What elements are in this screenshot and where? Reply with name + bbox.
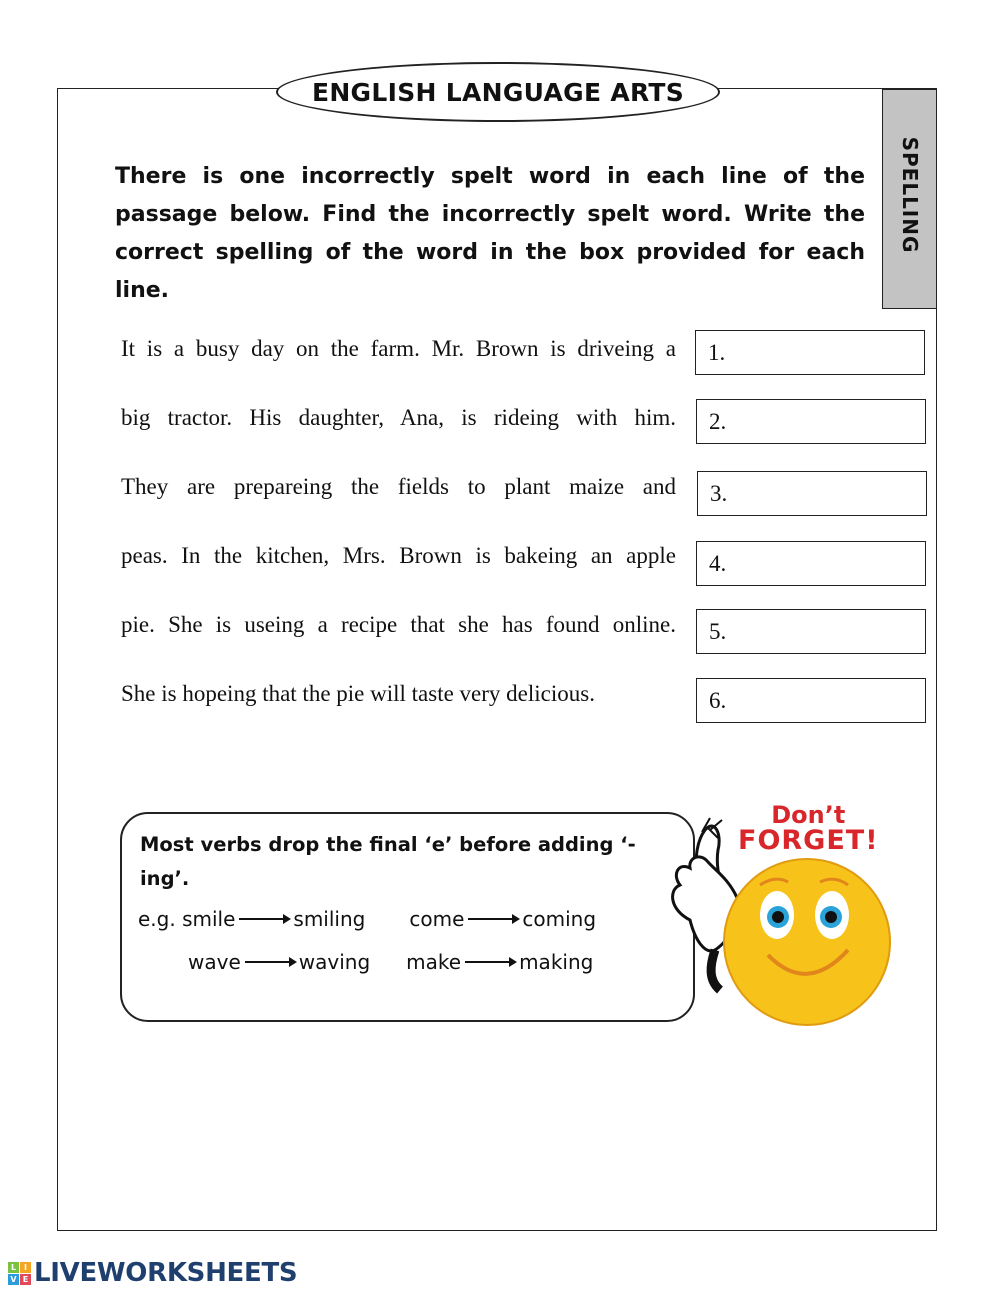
- answer-number: 2.: [709, 408, 727, 434]
- example-ing-word: smiling: [293, 907, 366, 931]
- reminder-line-1: Don’t: [771, 801, 846, 829]
- brand-logo[interactable]: [8, 1258, 297, 1288]
- brand-name: LIVEWORKSHEETS: [34, 1258, 298, 1288]
- example-row-1: [138, 907, 596, 931]
- answer-input-2[interactable]: [732, 408, 906, 436]
- answer-box-2[interactable]: [696, 399, 926, 444]
- answer-input-4[interactable]: [732, 550, 906, 578]
- answer-box-4[interactable]: [696, 541, 926, 586]
- example-pair: [409, 907, 596, 931]
- answer-box-3[interactable]: [697, 471, 927, 516]
- brand-logo-icon: [8, 1262, 31, 1285]
- answer-box-5[interactable]: [696, 609, 926, 654]
- answer-input-6[interactable]: [732, 687, 906, 715]
- logo-letter: V: [8, 1274, 19, 1285]
- logo-letter: L: [8, 1262, 19, 1273]
- eg-label: e.g.: [138, 907, 176, 931]
- arrow-right-icon: [468, 918, 518, 920]
- example-pair: [406, 950, 593, 974]
- example-base-word: make: [406, 950, 462, 974]
- example-base-word: smile: [182, 907, 236, 931]
- reminder-heading: [738, 802, 879, 854]
- page-title: ENGLISH LANGUAGE ARTS: [311, 77, 685, 107]
- example-base-word: wave: [188, 950, 241, 974]
- answer-box-1[interactable]: [695, 330, 925, 375]
- reminder-line-2: FORGET!: [738, 825, 879, 856]
- example-pair: [188, 950, 370, 974]
- answer-box-6[interactable]: [696, 678, 926, 723]
- passage-line: She is hopeing that the pie will taste very delicious.: [121, 681, 595, 706]
- example-base-word: come: [409, 907, 465, 931]
- example-ing-word: making: [519, 950, 594, 974]
- arrow-right-icon: [239, 918, 289, 920]
- passage-line: peas. In the kitchen, Mrs. Brown is bakeing an apple: [121, 543, 676, 568]
- spelling-rule: Most verbs drop the final ‘e’ before adding ‘-ing’.: [140, 833, 636, 890]
- title-banner: [276, 62, 720, 122]
- arrow-right-icon: [465, 961, 515, 963]
- passage-line: They are prepareing the fields to plant maize and: [121, 474, 676, 499]
- section-tab: [882, 89, 937, 309]
- answer-input-5[interactable]: [732, 618, 906, 646]
- answer-input-3[interactable]: [733, 480, 907, 508]
- example-ing-word: coming: [522, 907, 597, 931]
- answer-number: 5.: [709, 618, 727, 644]
- answer-input-1[interactable]: [731, 339, 905, 367]
- answer-number: 1.: [708, 339, 726, 365]
- section-tab-label: SPELLING: [897, 136, 922, 254]
- instructions: There is one incorrectly spelt word in each line of the passage below. Find the incorrectly spelt word. Write the correct spelling of the word in the box provided for each line.: [115, 164, 865, 303]
- logo-letter: I: [20, 1262, 31, 1273]
- answer-number: 6.: [709, 687, 727, 713]
- arrow-right-icon: [245, 961, 295, 963]
- passage-line: pie. She is useing a recipe that she has found online.: [121, 612, 676, 637]
- answer-number: 3.: [710, 480, 728, 506]
- example-pair: [182, 907, 365, 931]
- passage-line: big tractor. His daughter, Ana, is rideing with him.: [121, 405, 676, 430]
- logo-letter: E: [20, 1274, 31, 1285]
- passage-line: It is a busy day on the farm. Mr. Brown is driveing a: [121, 336, 676, 361]
- example-row-2: [188, 950, 593, 974]
- answer-number: 4.: [709, 550, 727, 576]
- tip-box: [120, 812, 695, 1022]
- example-ing-word: waving: [298, 950, 371, 974]
